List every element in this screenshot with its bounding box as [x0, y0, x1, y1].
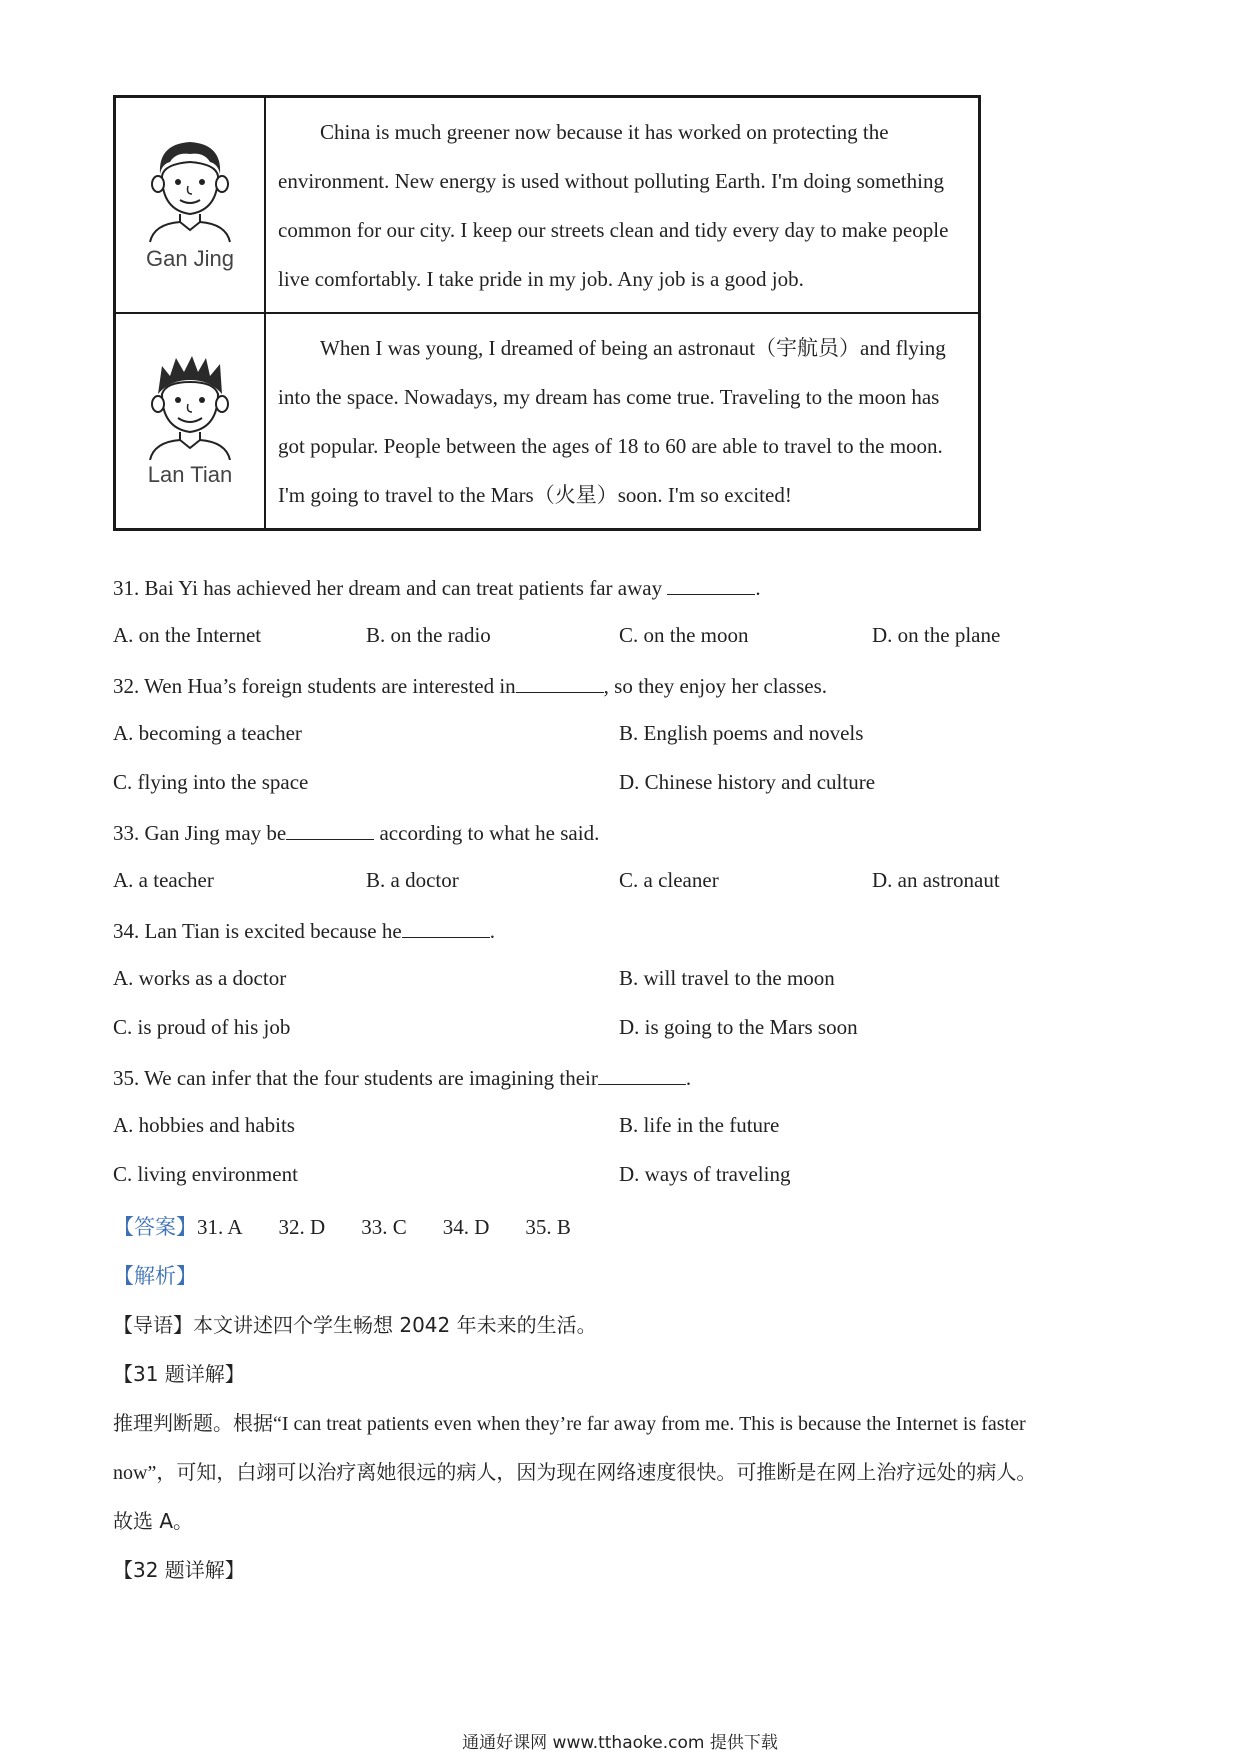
answer-blank [516, 672, 604, 693]
option-d: D. on the plane [872, 623, 1001, 647]
answer-row [113, 1211, 1123, 1260]
option-row [113, 1015, 1123, 1064]
avatar-cell [115, 313, 266, 530]
option-c: C. on the moon [619, 623, 749, 647]
option-row [113, 1162, 1123, 1211]
answer-item: 34. D [442, 1215, 490, 1239]
passage-row-lan-tian [115, 313, 980, 530]
question-list [113, 574, 1123, 1603]
option-b: B. life in the future [619, 1113, 780, 1137]
option-b: B. English poems and novels [619, 721, 864, 745]
option-row [113, 868, 1123, 917]
q31-explanation-line: now”，可知，白翊可以治疗离她很远的病人，因为现在网络速度很快。可推断是在网上治疗远处的病人。 [113, 1462, 1037, 1484]
option-d: D. an astronaut [872, 868, 1000, 892]
option-row [113, 770, 1123, 819]
passage-row-gan-jing [115, 97, 980, 314]
student-name-label: Gan Jing [145, 246, 235, 271]
q31-conclusion: 故选 A。 [113, 1509, 194, 1533]
q31-heading: 【31 题详解】 [113, 1362, 245, 1386]
boy-avatar-icon [140, 134, 240, 244]
question-stem: 33. Gan Jing may be according to what he said. [113, 821, 600, 845]
option-b: B. will travel to the moon [619, 966, 835, 990]
answer-blank [667, 574, 755, 595]
q31-explanation-line: 推理判断题。根据“I can treat patients even when they’re far away from me. This is because the Internet is faster [113, 1413, 1026, 1435]
option-row [113, 1113, 1123, 1162]
option-b: B. on the radio [366, 623, 491, 647]
option-a: A. works as a doctor [113, 966, 287, 990]
answer-blank [402, 917, 490, 938]
option-d: D. is going to the Mars soon [619, 1015, 858, 1039]
passage-text: When I was young, I dreamed of being an astronaut（宇航员）and flying into the space. Nowadays, my dream has come true. Traveling to the moon has got popular. People between the ages of 18 to 60 are able to travel to the moon. I'm going to travel to the Mars（火星）soon. I'm so excited! [278, 336, 946, 507]
question-stem: 31. Bai Yi has achieved her dream and can treat patients far away . [113, 576, 761, 600]
analysis-row [113, 1260, 1123, 1309]
option-c: C. is proud of his job [113, 1015, 291, 1039]
option-a: A. hobbies and habits [113, 1113, 295, 1137]
q32-heading: 【32 题详解】 [113, 1558, 245, 1582]
analysis-label: 【解析】 [113, 1264, 197, 1288]
answer-label: 【答案】 [113, 1215, 197, 1239]
answer-blank [598, 1064, 686, 1085]
avatar-cell [115, 97, 266, 314]
option-b: B. a doctor [366, 868, 459, 892]
answer-blank [286, 819, 374, 840]
passage-text: China is much greener now because it has worked on protecting the environment. New energy is used without polluting Earth. I'm doing something common for our city. I keep our streets clean and tidy every day to make people live comfortably. I take pride in my job. Any job is a good job. [278, 120, 949, 291]
page-footer: 通通好课网 www.tthaoke.com 提供下载 [462, 1733, 778, 1753]
analysis-intro: 【导语】本文讲述四个学生畅想 2042 年未来的生活。 [113, 1313, 597, 1337]
option-a: A. on the Internet [113, 623, 262, 647]
question-stem: 32. Wen Hua’s foreign students are interested in , so they enjoy her classes. [113, 674, 828, 698]
passage-text-cell [265, 313, 980, 530]
option-c: C. flying into the space [113, 770, 309, 794]
option-d: D. Chinese history and culture [619, 770, 876, 794]
question-stem: 34. Lan Tian is excited because he . [113, 919, 495, 943]
option-row [113, 966, 1123, 1015]
option-c: C. a cleaner [619, 868, 719, 892]
option-row [113, 721, 1123, 770]
boy-avatar-icon [140, 350, 240, 460]
option-a: A. a teacher [113, 868, 214, 892]
answer-item: 31. A [197, 1215, 243, 1239]
passage-table [113, 95, 981, 531]
answer-item: 33. C [361, 1215, 407, 1239]
option-c: C. living environment [113, 1162, 298, 1186]
option-row [113, 623, 1123, 672]
passage-text-cell [265, 97, 980, 314]
student-name-label: Lan Tian [147, 462, 233, 487]
question-stem: 35. We can infer that the four students are imagining their . [113, 1066, 692, 1090]
option-d: D. ways of traveling [619, 1162, 791, 1186]
answer-item: 35. B [525, 1215, 571, 1239]
option-a: A. becoming a teacher [113, 721, 302, 745]
answer-item: 32. D [278, 1215, 326, 1239]
